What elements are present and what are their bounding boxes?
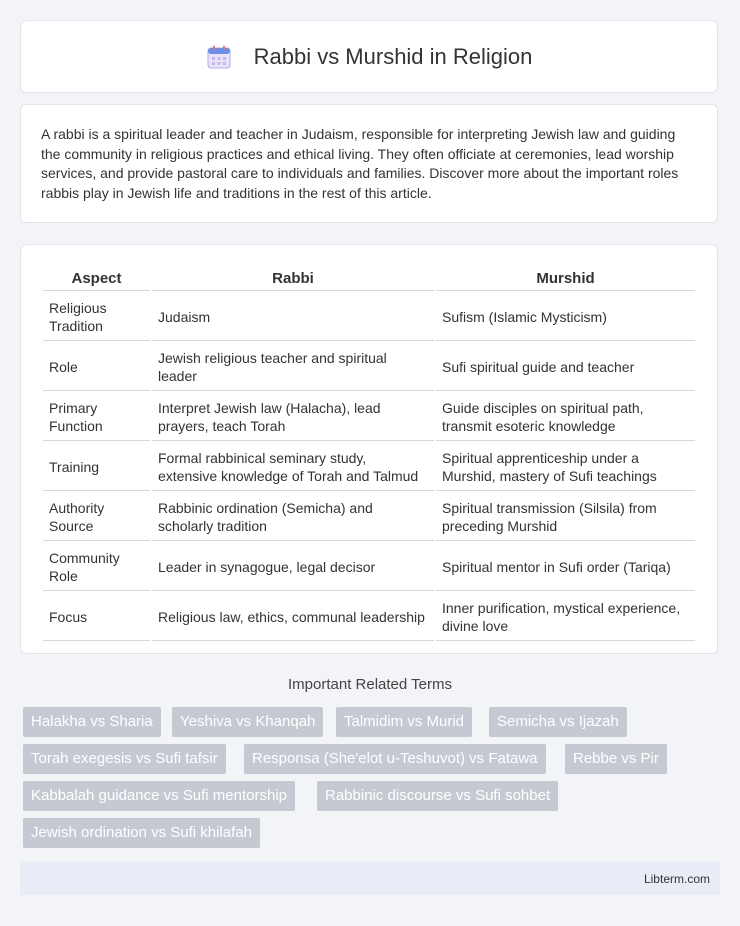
table-row [43, 543, 695, 591]
murshid-cell: Spiritual transmission (Silsila) from preceding Murshid [436, 493, 695, 541]
related-term-tag[interactable]: Semicha vs Ijazah [489, 707, 627, 737]
header-aspect: Aspect [43, 267, 150, 291]
title-card [20, 20, 718, 93]
comparison-table-card [20, 244, 718, 654]
aspect-cell: Primary Function [43, 393, 150, 441]
page-title: Rabbi vs Murshid in Religion [253, 43, 533, 69]
calendar-icon [206, 44, 232, 70]
related-term-tag[interactable]: Jewish ordination vs Sufi khilafah [23, 818, 260, 848]
related-term-tag[interactable]: Rebbe vs Pir [565, 744, 667, 774]
rabbi-cell: Formal rabbinical seminary study, extensive knowledge of Torah and Talmud [152, 443, 434, 491]
intro-paragraph: A rabbi is a spiritual leader and teacher in Judaism, responsible for interpreting Jewish law and guiding the community in religious practices and ethical living. They often officiate at ceremonies, lead worship services, and provide pastoral care to individuals and families. Discover more about the important roles rabbis play in Jewish life and traditions in the rest of this article. [41, 126, 679, 201]
rabbi-cell: Jewish religious teacher and spiritual leader [152, 343, 434, 391]
related-term-tag[interactable]: Yeshiva vs Khanqah [172, 707, 323, 737]
aspect-cell: Religious Tradition [43, 293, 150, 341]
aspect-cell: Authority Source [43, 493, 150, 541]
murshid-cell: Spiritual mentor in Sufi order (Tariqa) [436, 543, 695, 591]
related-term-tag[interactable]: Torah exegesis vs Sufi tafsir [23, 744, 226, 774]
table-row [43, 393, 695, 441]
table-row [43, 493, 695, 541]
murshid-cell: Guide disciples on spiritual path, transmit esoteric knowledge [436, 393, 695, 441]
rabbi-cell: Interpret Jewish law (Halacha), lead prayers, teach Torah [152, 393, 434, 441]
aspect-cell: Training [43, 443, 150, 491]
murshid-cell: Sufi spiritual guide and teacher [436, 343, 695, 391]
related-term-tag[interactable]: Rabbinic discourse vs Sufi sohbet [317, 781, 558, 811]
table-header-row [43, 267, 695, 291]
murshid-cell: Sufism (Islamic Mysticism) [436, 293, 695, 341]
footer-site-link[interactable]: Libterm.com [643, 871, 710, 886]
related-terms-title: Important Related Terms [288, 676, 452, 693]
rabbi-cell: Rabbinic ordination (Semicha) and scholarly tradition [152, 493, 434, 541]
related-term-tag[interactable]: Talmidim vs Murid [336, 707, 472, 737]
aspect-cell: Role [43, 343, 150, 391]
comparison-table [41, 265, 697, 643]
table-row [43, 343, 695, 391]
related-term-tag[interactable]: Halakha vs Sharia [23, 707, 161, 737]
rabbi-cell: Judaism [152, 293, 434, 341]
table-row [43, 293, 695, 341]
footer [20, 862, 720, 895]
intro-card [20, 104, 718, 223]
header-murshid: Murshid [436, 267, 695, 291]
rabbi-cell: Religious law, ethics, communal leadership [152, 593, 434, 641]
murshid-cell: Spiritual apprenticeship under a Murshid, mastery of Sufi teachings [436, 443, 695, 491]
table-row [43, 593, 695, 641]
rabbi-cell: Leader in synagogue, legal decisor [152, 543, 434, 591]
murshid-cell: Inner purification, mystical experience, divine love [436, 593, 695, 641]
table-row [43, 443, 695, 491]
aspect-cell: Focus [43, 593, 150, 641]
related-term-tag[interactable]: Kabbalah guidance vs Sufi mentorship [23, 781, 295, 811]
header-rabbi: Rabbi [152, 267, 434, 291]
related-term-tag[interactable]: Responsa (She'elot u-Teshuvot) vs Fatawa [244, 744, 546, 774]
aspect-cell: Community Role [43, 543, 150, 591]
